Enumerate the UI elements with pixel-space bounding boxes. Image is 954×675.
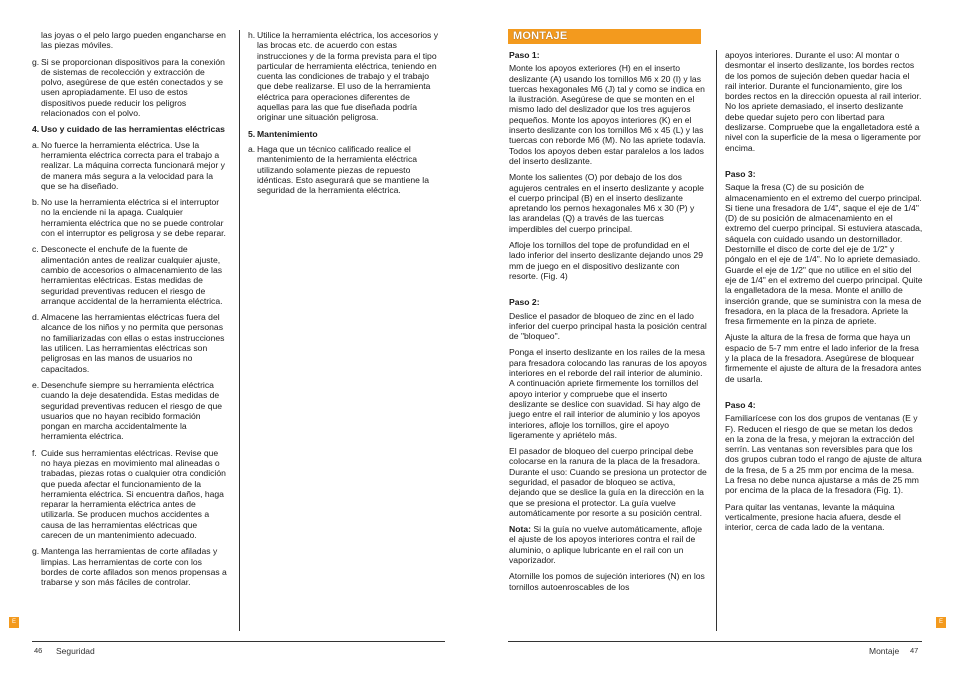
- item-text: Utilice la herramienta eléctrica, los accesorios y las brocas etc. de acuerdo con estas instrucciones y de la forma prevista para el tipo particular de herramienta eléctrica, teniendo en cuenta las condiciones de trabajo y el trabajo que debe realizarse. El uso de la herramienta eléctrica para operaciones diferentes de aquellas para las que fue diseñada podría originar une situación peligrosa.: [257, 30, 439, 123]
- footer-rule-left: [32, 641, 445, 642]
- item-c: [32, 244, 228, 306]
- item-label: a.: [32, 139, 40, 150]
- item-a-maintenance: [248, 144, 444, 195]
- paragraph: Monte los apoyos exteriores (H) en el inserto deslizante (A) usando los tornillos M6 x 20 (I) y las tuercas hexagonales M6 (J) tal y como se indica en la ilustración. Asegúrese de que se monten en el mismo lado del deslizador que los tres agujeros pequeños. Monte los apoyos interiores (K) en el inserto deslizante con los tornillos M6 x 45 (L) y las tuercas con reborde M6 (M). No las apriete todavía. Todos los apoyos deben estar paralelos a los lados del inserto deslizante.: [509, 63, 706, 166]
- right-column-1: [509, 50, 707, 598]
- item-a: [32, 140, 228, 191]
- step-1-title: Paso 1:: [509, 50, 540, 60]
- item-b: [32, 197, 228, 238]
- page-number-left: 46: [34, 646, 43, 655]
- language-tab-right: E: [936, 617, 946, 628]
- item-text: Mantenga las herramientas de corte afiladas y limpias. Las herramientas de corte con los bordes de corte afilados son menos propensas a trabarse y son más fáciles de controlar.: [41, 546, 227, 588]
- item-text: No fuerce la herramienta eléctrica. Use la herramienta eléctrica correcta para el trabajo a realizar. La máquina correcta funcionará mejor y de manera más segura a la velocidad para la que se ha diseñado.: [41, 139, 225, 191]
- note-paragraph: [509, 524, 707, 565]
- item-text: Desenchufe siempre su herramienta eléctrica cuando la deje desatendida. Estas medidas de seguridad preventivas reducen el riesgo de que usuarios que no hayan recibido formación pongan en marcha accidentalmente la herramienta eléctrica.: [41, 379, 223, 442]
- item-label: g.: [32, 546, 40, 557]
- left-column-1: [32, 30, 228, 594]
- note-label: Nota:: [509, 524, 531, 535]
- item-label: c.: [32, 244, 39, 255]
- paragraph: Para quitar las ventanas, levante la máquina verticalmente, presione hacia afuera, desde el interior, cerca de cada lado de la ventana.: [725, 501, 901, 533]
- item-label: b.: [32, 197, 40, 208]
- item-label: f.: [32, 447, 37, 458]
- section-4-heading: [32, 124, 228, 134]
- paragraph: Saque la fresa (C) de su posición de almacenamiento en el extremo del cuerpo principal. Si tiene una fresadora de 1/4", saque el eje de 1/4" (D) de su posición de almacenamiento en el extremo del cuerpo principal. Si estuviera atascada, sáquela con cuidado usando un destornillador. Destornille el disco de corte del eje de 1/2" y póngalo en el eje de 1/4". No lo apriete demasiado. Guarde el eje de 1/2" que no utilice en el sitio del eje de 1/4" en el extremo del cuerpo principal. Quite la engalletadora de la mesa. Monte el anillo de inserción grande, que se suministra con la mesa de fresadora, en la placa de la fresadora. Apriete la fresa firmemente en la pinza de apriete.: [725, 182, 923, 327]
- left-column-2: [248, 30, 444, 201]
- footer-rule-right: [508, 641, 922, 642]
- item-label: d.: [32, 312, 40, 323]
- item-g-continued: las joyas o el pelo largo pueden engancharse en las piezas móviles.: [41, 30, 226, 51]
- paragraph: Monte los salientes (O) por debajo de los dos agujeros centrales en el inserto deslizante y acople el cuerpo principal (B) en el inserto deslizante apretando los pernos hexagonales M6 x 30 (P) y las arandelas (Q) a través de las tuercas imperdibles del cuerpo principal.: [509, 172, 704, 234]
- note-text: Si la guía no vuelve automáticamente, afloje el ajuste de los apoyos interiores contra el rail de aluminio, o aplique lubricante en el rail con un vaporizador.: [509, 524, 702, 566]
- item-d: [32, 312, 228, 374]
- item-label: a.: [248, 143, 256, 154]
- item-label: g.: [32, 56, 40, 67]
- footer-title-left: Seguridad: [56, 646, 95, 656]
- paragraph: El pasador de bloqueo del cuerpo principal debe colocarse en la ranura de la placa de la fresadora. Durante el uso: Cuando se presiona un protector de seguridad, el pasador de bloqueo se activa, dejando que se deslice la guía en la dirección en la que se presiona el protector. La guía vuelve automáticamente por resorte a su posición central.: [509, 446, 707, 518]
- item-f: [32, 448, 228, 541]
- item-text: No use la herramienta eléctrica si el interruptor no la enciende ni la apaga. Cualquier herramienta eléctrica que no se puede controlar con el interruptor es peligrosa y se debe reparar.: [41, 197, 226, 239]
- item-g-dust: [32, 57, 228, 119]
- item-text: Almacene las herramientas eléctricas fuera del alcance de los niños y no permita que personas no familiarizadas con ellas o estas instrucciones las utilicen. Las herramientas eléctricas son peligrosas en las manos de usuarios no capacitados.: [41, 312, 225, 374]
- item-text: Si se proporcionan dispositivos para la conexión de sistemas de recolección y extracción de polvo, asegúrese de que estén conectados y se usen apropiadamente. El uso de estos dispositivos puede reducir los peligros relacionados con el polvo.: [41, 56, 225, 119]
- paragraph: Ajuste la altura de la fresa de forma que haya un espacio de 5-7 mm entre el lado inferior de la fresa y la placa de la fresadora. Asegúrese de bloquear firmemente el ajuste de altura de la fresadora antes de usarla.: [725, 332, 922, 384]
- section-banner: MONTAJE: [508, 29, 701, 44]
- step-3-title: Paso 3:: [725, 168, 756, 179]
- section-title: Uso y cuidado de las herramientas eléctricas: [41, 124, 225, 135]
- step-2-title: Paso 2:: [509, 297, 540, 308]
- item-text: Desconecte el enchufe de la fuente de alimentación antes de realizar cualquier ajuste, cambio de accesorios o almacenamiento de las herramientas eléctricas. Estas medidas de seguridad preventivas reducen el riesgo de arranque accidental de la herramienta eléctrica.: [41, 244, 223, 306]
- item-label: h.: [248, 30, 256, 40]
- paragraph: Atornille los pomos de sujeción interiores (N) en los tornillos autoenroscables de los: [509, 571, 705, 592]
- section-number: 4.: [32, 124, 40, 135]
- section-title: Mantenimiento: [257, 128, 318, 139]
- section-5-heading: [248, 129, 444, 139]
- language-tab-left: E: [9, 617, 19, 628]
- column-divider: [239, 30, 240, 631]
- item-h: [248, 30, 444, 123]
- page-number-right: 47: [910, 646, 919, 655]
- paragraph: apoyos interiores. Durante el uso: Al montar o desmontar el inserto deslizante, los bordes rectos de los pomos de sujeción deben quedar hacia el rail interior. Durante el funcionamiento, gire los bordes rectos en la dirección opuesta al rail interior. No los apriete demasiado, el inserto deslizante debe quedar sujeto pero con libertad para deslizarse. Compruebe que la engalletadora esté a nivel con la superficie de la mesa o ligeramente por encima.: [725, 50, 922, 153]
- column-divider: [716, 50, 717, 631]
- footer-title-right: Montaje: [869, 646, 900, 656]
- section-number: 5.: [248, 128, 256, 139]
- paragraph: Deslice el pasador de bloqueo de zinc en el lado inferior del cuerpo principal hasta la posición central de "bloqueo".: [509, 310, 707, 342]
- paragraph: Ponga el inserto deslizante en los railes de la mesa para fresadora colocando las ranuras de los apoyos interiores en el reborde del rail interior de aluminio. A continuación apriete firmemente los tornillos del apoyo interior y compruebe que el inserto deslizante se deslice con suavidad. Si hay algo de juego entre el rail interior de aluminio y los apoyos interiores, afloje los tornillos, gire el apoyo ligeramente y apriételo más.: [509, 347, 707, 440]
- item-text: Cuide sus herramientas eléctricas. Revise que no haya piezas en movimiento mal alineadas o trabadas, piezas rotas o cualquier otra condición que pueda afectar el funcionamiento de la herramienta eléctrica. Si encuentra daños, haga reparar la herramienta eléctrica antes de utilizarla. Se producen muchos accidentes a causa de las herramientas eléctricas que carecen de un mantenimiento adecuado.: [41, 447, 226, 541]
- item-e: [32, 380, 228, 442]
- paragraph: Familiarícese con los dos grupos de ventanas (E y F). Reducen el riesgo de que se metan los dedos en la zona de la fresa, y mejoran la extracción del serrín. Las ventanas son reversibles para que los dos grupos cubran todo el rango de ajuste de altura de la fresa, de 5 a 25 mm por encima de la mesa. La fresa no debe nunca ajustarse a más de 25 mm por encima de la placa de la fresadora (Fig. 1).: [725, 413, 922, 496]
- step-4-title: Paso 4:: [725, 399, 756, 410]
- item-label: e.: [32, 379, 40, 390]
- right-column-2: [725, 50, 923, 538]
- item-text: Haga que un técnico calificado realice el mantenimiento de la herramienta eléctrica utilizando solamente piezas de repuesto idénticas. Esto asegurará que se mantiene la seguridad de la herramienta eléctrica.: [257, 143, 429, 196]
- paragraph: Afloje los tornillos del tope de profundidad en el lado inferior del inserto deslizante dejando unos 29 mm de juego en el dispositivo deslizante con resorte. (Fig. 4): [509, 240, 703, 281]
- item-g-cutting: [32, 546, 228, 587]
